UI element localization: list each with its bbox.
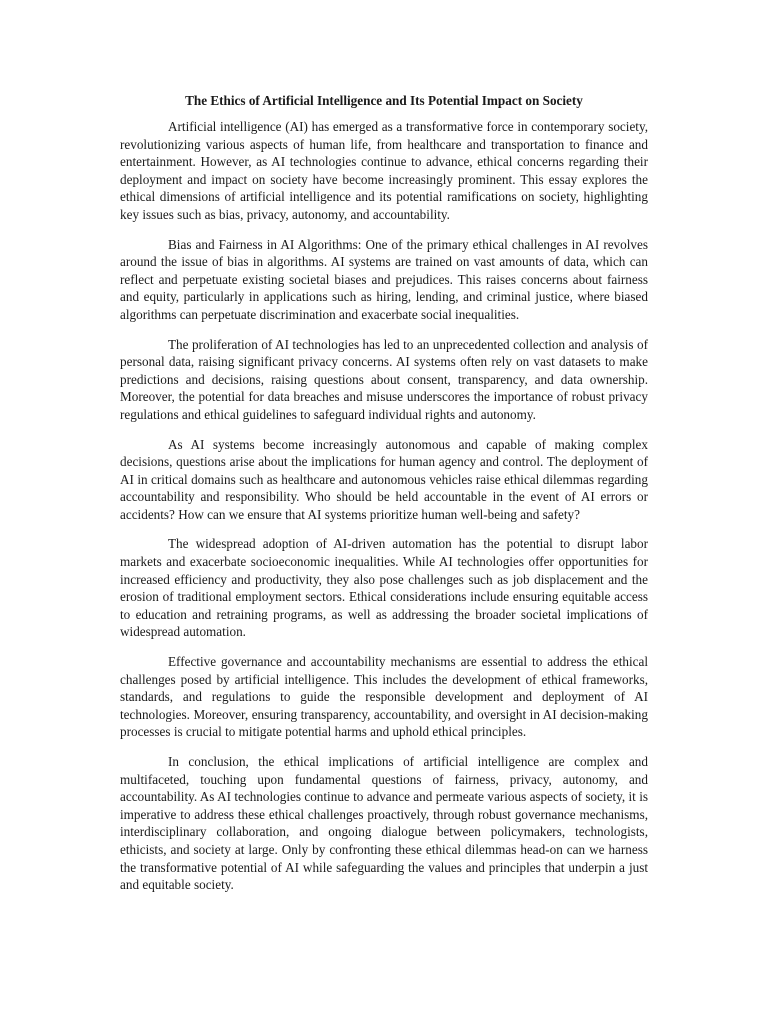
paragraph-autonomy: As AI systems become increasingly autonomous and capable of making complex decisions, questions arise about the implications for human agency and control. The deployment of AI in critical domains such as healthcare and autonomous vehicles raise ethical dilemmas regarding accountability and responsibility. Who should be held accountable in the event of AI errors or accidents? How can we ensure that AI systems prioritize human well-being and safety? <box>120 436 648 522</box>
paragraph-governance: Effective governance and accountability mechanisms are essential to address the ethical challenges posed by artificial intelligence. This includes the development of ethical frameworks, standards, and regulations to guide the responsible development and deployment of AI technologies. Moreover, ensuring transparency, accountability, and oversight in AI decision-making processes is crucial to mitigate potential harms and uphold ethical principles. <box>120 654 648 740</box>
paragraph-introduction: Artificial intelligence (AI) has emerged as a transformative force in contemporary society, revolutionizing various aspects of human life, from healthcare and transportation to finance and entertainment. However, as AI technologies continue to advance, ethical concerns regarding their deployment and impact on society have become increasingly prominent. This essay explores the ethical dimensions of artificial intelligence and its potential ramifications on society, highlighting key issues such as bias, privacy, autonomy, and accountability. <box>120 119 648 222</box>
paragraph-conclusion: In conclusion, the ethical implications of artificial intelligence are complex and multifaceted, touching upon fundamental questions of fairness, privacy, autonomy, and accountability. As AI technologies continue to advance and permeate various aspects of society, it is imperative to address these ethical challenges proactively, through robust governance mechanisms, interdisciplinary collaboration, and ongoing dialogue between policymakers, technologists, ethicists, and society at large. Only by confronting these ethical dilemmas head-on can we harness the transformative potential of AI while safeguarding the values and principles that underpin a just and equitable society. <box>120 754 648 893</box>
document-title: The Ethics of Artificial Intelligence and Its Potential Impact on Society <box>185 93 583 108</box>
paragraph-automation: The widespread adoption of AI-driven automation has the potential to disrupt labor markets and exacerbate socioeconomic inequalities. While AI technologies offer opportunities for increased efficiency and productivity, they also pose challenges such as job displacement and the erosion of traditional employment sectors. Ethical considerations include ensuring equitable access to education and retraining programs, as well as addressing the broader societal implications of widespread automation. <box>120 536 648 640</box>
paragraph-bias-fairness: Bias and Fairness in AI Algorithms: One of the primary ethical challenges in AI revolves around the issue of bias in algorithms. AI systems are trained on vast amounts of data, which can reflect and perpetuate existing societal biases and prejudices. This raises concerns about fairness and equity, particularly in applications such as hiring, lending, and criminal justice, where biased algorithms can perpetuate discrimination and exacerbate social inequalities. <box>120 236 648 322</box>
paragraph-privacy: The proliferation of AI technologies has led to an unprecedented collection and analysis of personal data, raising significant privacy concerns. AI systems often rely on vast datasets to make predictions and decisions, raising questions about consent, transparency, and data ownership. Moreover, the potential for data breaches and misuse underscores the importance of robust privacy regulations and ethical guidelines to safeguard individual rights and autonomy. <box>120 336 648 422</box>
